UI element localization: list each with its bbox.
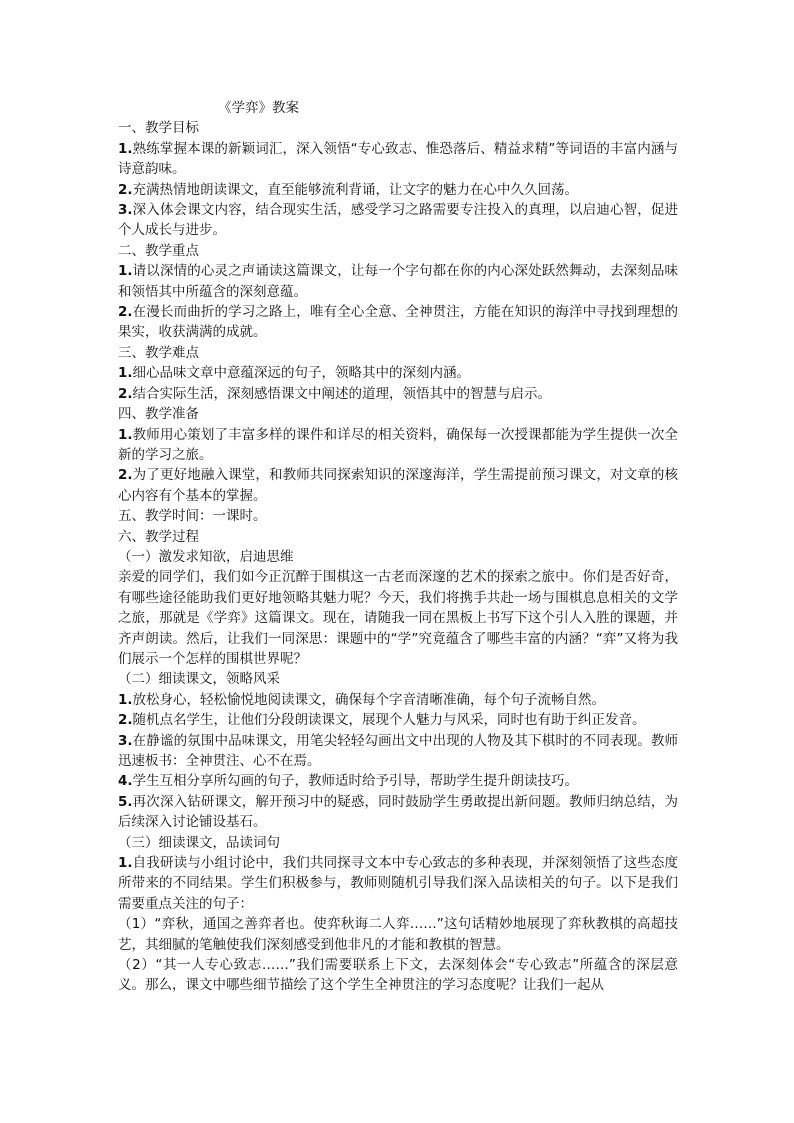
process-subheading: （二）细读课文，领略风采 — [118, 671, 280, 688]
section-heading-key-points: 二、教学重点 — [118, 242, 199, 259]
difficulty-item: 1.细心品味文章中意蕴深远的句子，领略其中的深刻内涵。 — [118, 365, 471, 382]
section-heading-time: 五、教学时间：一课时。 — [118, 508, 267, 525]
process-paragraph: 2.随机点名学生，让他们分段朗读课文，展现个人魅力与风采，同时也有助于纠正发音。 — [118, 712, 646, 729]
objective-item: 3.深入体会课文内容，结合现实生活，感受学习之路需要专注投入的真理，以启迪心智，促进个人成长与进步。 — [118, 202, 678, 239]
key-point-item: 1.请以深情的心灵之声诵读这篇课文，让每一个字句都在你的内心深处跃然舞动，去深刻品味和领悟其中所蕴含的深刻意蕴。 — [118, 263, 678, 300]
difficulty-item: 2.结合实际生活，深刻感悟课文中阐述的道理，领悟其中的智慧与启示。 — [118, 385, 552, 402]
process-paragraph: 1.放松身心，轻松愉悦地阅读课文，确保每个字音清晰准确，每个句子流畅自然。 — [118, 691, 606, 708]
process-paragraph: 4.学生互相分享所勾画的句子，教师适时给予引导，帮助学生提升朗读技巧。 — [118, 773, 579, 790]
section-heading-objectives: 一、教学目标 — [118, 120, 199, 137]
section-heading-process: 六、教学过程 — [118, 528, 199, 545]
objective-item: 2.充满热情地朗读课文，直至能够流利背诵，让文字的魅力在心中久久回荡。 — [118, 181, 579, 198]
process-paragraph: 亲爱的同学们，我们如今正沉醉于围棋这一古老而深邃的艺术的探索之旅中。你们是否好奇，有哪些途径能助我们更好地领略其魅力呢？今天，我们将携手共赴一场与围棋息息相关的文学之旅，那就是《学弈》这篇课文。现在，请随我一同在黑板上书写下这个引人入胜的课题，并齐声朗读。然后，让我们一同深思：课题中的“学”究竟蕴含了哪些丰富的内涵？“弈”又将为我们展示一个怎样的围棋世界呢？ — [118, 569, 678, 667]
process-paragraph: （2）“其一人专心致志……”我们需要联系上下文，去深刻体会“专心致志”所蕴含的深层意义。那么，课文中哪些细节描绘了这个学生全神贯注的学习态度呢？让我们一起从 — [118, 957, 678, 994]
preparation-item: 2.为了更好地融入课堂，和教师共同探索知识的深邃海洋，学生需提前预习课文，对文章的核心内容有个基本的掌握。 — [118, 467, 678, 504]
process-paragraph: （1）“弈秋，通国之善弈者也。使弈秋诲二人弈……”这句话精妙地展现了弈秋教棋的高超技艺，其细腻的笔触使我们深刻感受到他非凡的才能和教棋的智慧。 — [118, 916, 678, 953]
process-paragraph: 3.在静谧的氛围中品味课文，用笔尖轻轻勾画出文中出现的人物及其下棋时的不同表现。教师迅速板书：全神贯注、心不在焉。 — [118, 732, 678, 769]
section-heading-preparation: 四、教学准备 — [118, 406, 199, 423]
preparation-item: 1.教师用心策划了丰富多样的课件和详尽的相关资料，确保每一次授课都能为学生提供一次全新的学习之旅。 — [118, 426, 678, 463]
document-title: 《学弈》教案 — [218, 100, 299, 116]
process-paragraph: 5.再次深入钻研课文，解开预习中的疑惑，同时鼓励学生勇敢提出新问题。教师归纳总结，为后续深入讨论铺设基石。 — [118, 793, 678, 831]
process-subheading: （三）细读课文，品读词句 — [118, 834, 280, 851]
objective-item: 1.熟练掌握本课的新颖词汇，深入领悟“专心致志、惟恐落后、精益求精”等词语的丰富内涵与诗意韵味。 — [118, 140, 678, 178]
process-subheading: （一）激发求知欲，启迪思维 — [118, 548, 294, 565]
key-point-item: 2.在漫长而曲折的学习之路上，唯有全心全意、全神贯注，方能在知识的海洋中寻找到理想的果实，收获满满的成就。 — [118, 304, 678, 341]
process-paragraph: 1.自我研读与小组讨论中，我们共同探寻文本中专心致志的多种表现，并深刻领悟了这些态度所带来的不同结果。学生们积极参与，教师则随机引导我们深入品读相关的句子。以下是我们需要重点关注的句子： — [118, 855, 678, 912]
document-page — [118, 98, 678, 996]
section-heading-difficulties: 三、教学难点 — [118, 344, 199, 361]
